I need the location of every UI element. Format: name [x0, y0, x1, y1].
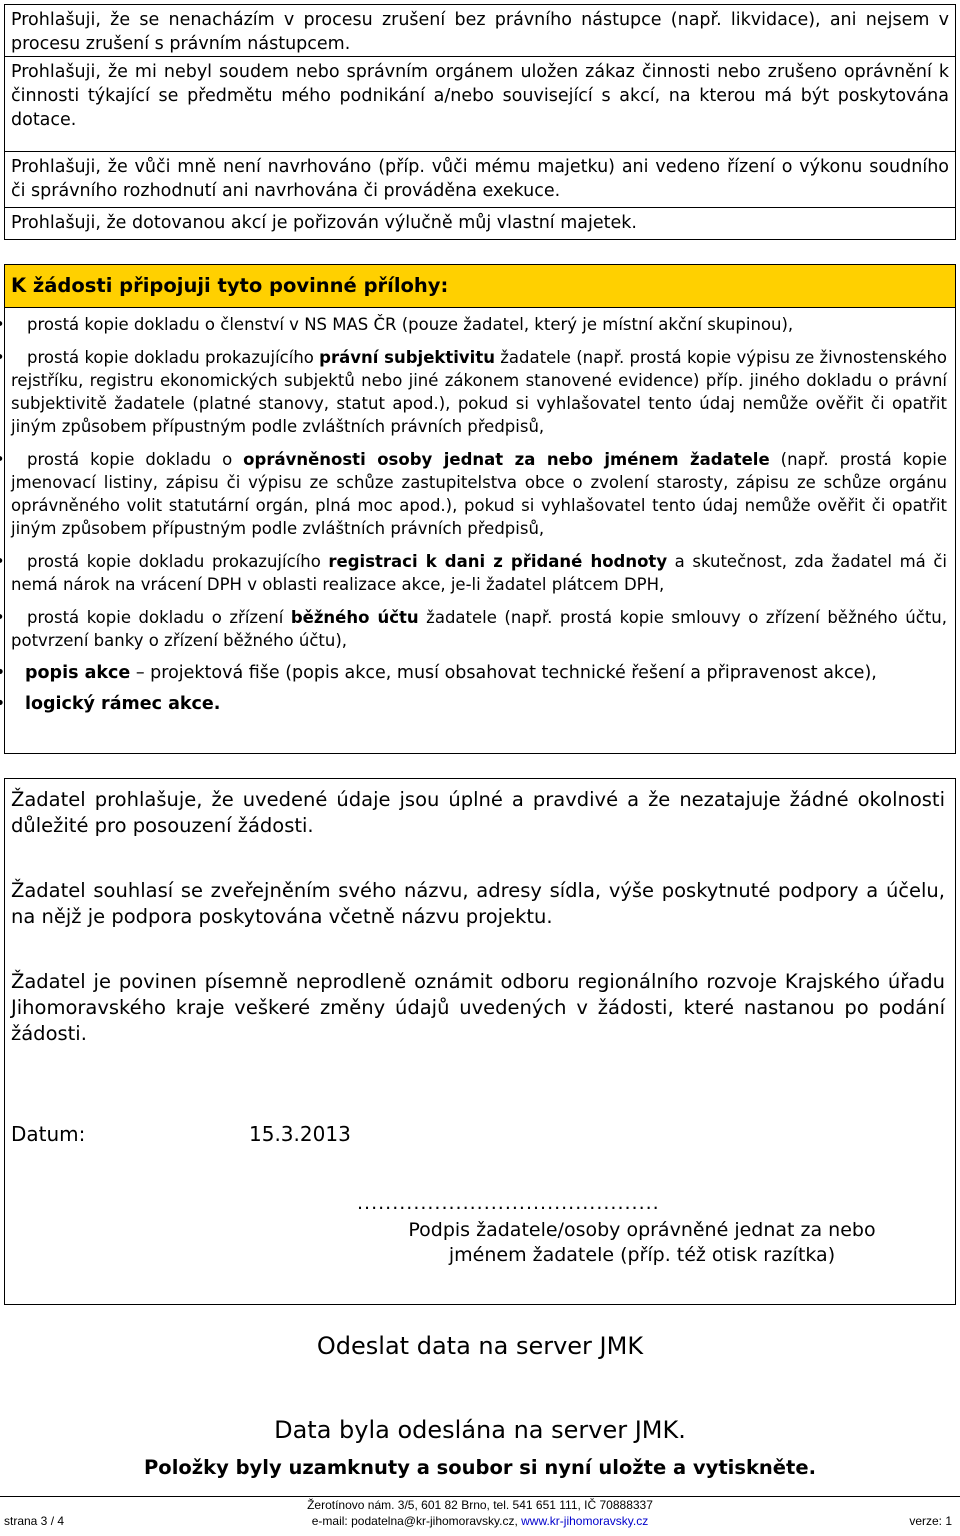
declaration-box	[4, 151, 956, 208]
attachment-item: • prostá kopie dokladu o členství v NS MAS ČR (pouze žadatel, který je místní akční skupinou),	[11, 313, 947, 336]
date-value[interactable]: 15.3.2013	[249, 1122, 351, 1146]
signature-caption-1: Podpis žadatele/osoby oprávněné jednat za nebo	[408, 1219, 876, 1241]
attachment-item: • prostá kopie dokladu prokazujícího právní subjektivitu žadatele (např. prostá kopie výpisu ze živnostenského rejstříku, registru ekonomických subjektů nebo jiné zákonem stanovené evidence) příp. jiného dokladu o právní subjektivitě žadatele (platné stanovy, statut apod.), pokud si vyhlašovatel tento údaj nemůže ověřit či opatřit jiným způsobem přípustným podle zvláštních právních předpisů,	[11, 346, 947, 438]
page-number: strana 3 / 4	[4, 1514, 65, 1528]
date-label: Datum:	[11, 1122, 86, 1146]
attachments-box	[4, 307, 956, 754]
footer-contact	[0, 1514, 960, 1528]
attachment-item: • prostá kopie dokladu o zřízení běžného účtu žadatele (např. prostá kopie smlouvy o zřízení běžného účtu, potvrzení banky o zřízení běžného účtu),	[11, 606, 947, 652]
declaration-text: Prohlašuji, že se nenacházím v procesu zrušení bez právního nástupce (např. likvidace), ani nejsem v procesu zrušení s právním nástupcem.	[11, 10, 949, 54]
declaration-box	[4, 207, 956, 240]
declaration-text: Prohlašuji, že dotovanou akcí je pořizován výlučně můj vlastní majetek.	[11, 213, 637, 233]
footer-address: Žerotínovo nám. 3/5, 601 82 Brno, tel. 541 651 111, IČ 70888337	[307, 1498, 653, 1512]
attachments-heading: K žádosti připojuji tyto povinné přílohy:	[4, 264, 956, 308]
locked-message: Položky byly uzamknuty a soubor si nyní uložte a vytiskněte.	[144, 1456, 816, 1479]
statement-text: Žadatel souhlasí se zveřejněním svého názvu, adresy sídla, výše poskytnuté podpory a účelu, na nějž je podpora poskytována včetně názvu projektu.	[11, 879, 945, 928]
footer-divider	[0, 1496, 960, 1497]
declaration-box	[4, 56, 956, 152]
attachment-item: • popis akce – projektová fiše (popis akce, musí obsahovat technické řešení a připravenost akce),	[11, 662, 947, 685]
sent-message: Data byla odeslána na server JMK.	[274, 1416, 686, 1444]
declaration-text: Prohlašuji, že vůči mně není navrhováno (příp. vůči mému majetku) ani vedeno řízení o výkonu soudního či správního rozhodnutí ani navrhována či prováděna exekuce.	[11, 157, 949, 201]
statement-text: Žadatel je povinen písemně neprodleně oznámit odboru regionálního rozvoje Krajského úřadu Jihomoravského kraje veškeré změny údajů uvedených v žádosti, které nastanou po podání žádosti.	[11, 970, 945, 1045]
version-label: verze: 1	[909, 1514, 952, 1528]
signature-line: ...........................................	[357, 1192, 660, 1214]
send-button[interactable]: Odeslat data na server JMK	[316, 1332, 644, 1360]
website-link[interactable]: www.kr-jihomoravsky.cz	[521, 1514, 649, 1528]
declaration-text: Prohlašuji, že mi nebyl soudem nebo správním orgánem uložen zákaz činnosti nebo zrušeno oprávnění k činnosti týkající se předmětu mého podnikání a/nebo související s akcí, na kterou má být poskytována dotace.	[11, 62, 949, 130]
attachment-item: • prostá kopie dokladu prokazujícího registraci k dani z přidané hodnoty a skutečnost, zda žadatel má či nemá nárok na vrácení DPH v oblasti realizace akce, je-li žadatel plátcem DPH,	[11, 550, 947, 596]
attachment-item: • logický rámec akce.	[11, 693, 947, 716]
statements-box	[4, 778, 956, 1305]
declaration-box	[4, 4, 956, 57]
attachments-list	[5, 313, 955, 716]
statement-text: Žadatel prohlašuje, že uvedené údaje jsou úplné a pravdivé a že nezatajuje žádné okolnosti důležité pro posouzení žádosti.	[11, 788, 945, 837]
attachment-item: • prostá kopie dokladu o oprávněnosti osoby jednat za nebo jménem žadatele (např. prostá kopie jmenovací listiny, zápisu či výpisu ze schůze zastupitelstva obce o zvolení starosty, zápisu ze schůze orgánu oprávněného volit statutární orgán, plná moc apod.), pokud si vyhlašovatel tento údaj nemůže ověřit či opatřit jiným způsobem přípustným podle zvláštních právních předpisů,	[11, 448, 947, 540]
signature-caption-2: jménem žadatele (příp. též otisk razítka)	[448, 1244, 836, 1266]
footer-email: e-mail: podatelna@kr-jihomoravsky.cz,	[311, 1514, 522, 1528]
